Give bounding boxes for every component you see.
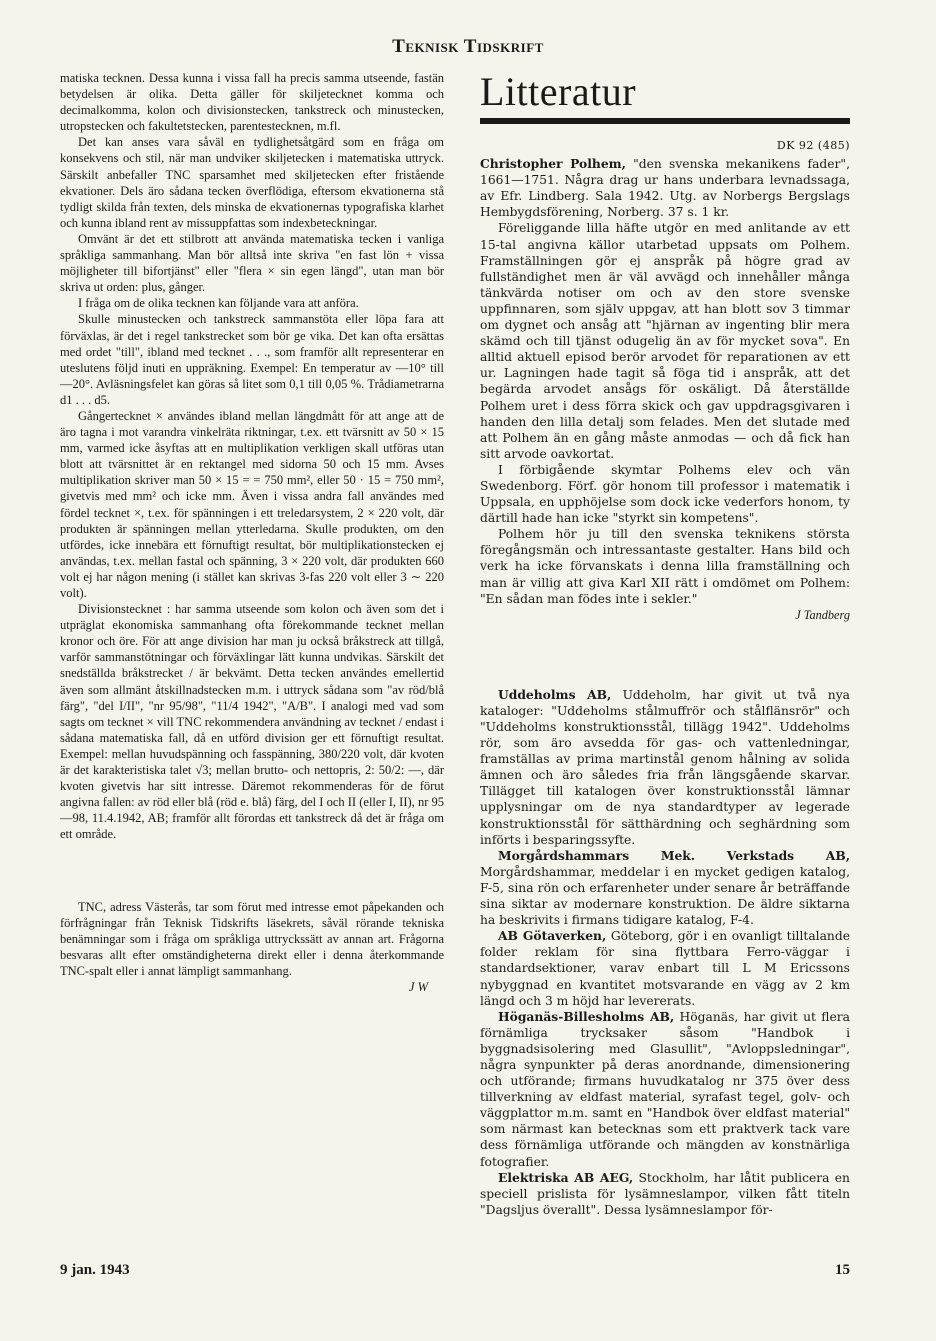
review-title-rest: "den svenska mekanikens fader", 1661—1751. Några drag ur hans underbara levnadssaga, av Efr. Lindberg. Sala 1942. Utg. av Norbergs Bergslags Hembygdsförening, Norberg. 37 s. 1 kr. xyxy=(480,157,850,220)
heading-rule xyxy=(480,118,850,124)
notice-3 xyxy=(480,928,850,1008)
notice-3-text: Göteborg, gör i en ovanligt tilltalande folder reklam för sina flyttbara Ferro-väggar i standardsektioner, varav enbart till L M Ericssons nybyggnad en kvantitet motsvarande en vägg av 2 km längd och 3 m höjd har levererats. xyxy=(480,929,850,1008)
review-title-bold: Christopher Polhem, xyxy=(480,156,626,172)
notice-4-text: Höganäs, har givit ut flera förnämliga trycksaker såsom "Handbok i byggnadsisolering med Glasullit", "Avloppsledningar", några synpunkter på deras anordnande, dimensionering och utförande; firmans huvudkatalog nr 375 över dess tillverkning av eldfast material, syrafast tegel, golv- och väggplattor m.m. samt en "Handbok över eldfast material" som närmast kan betecknas som ett praktverk tack vare dess förnämliga utförande och mängden av konstnärliga fotografier. xyxy=(480,1009,850,1169)
column-spacer xyxy=(60,843,444,899)
paragraph-3: Omvänt är det ett stilbrott att använda matematiska tecken i vanliga språkliga sammanhang. Man bör alltså inte skriva "en fast lön + vissa möjligheter till bifortjänst" eller "flera × sin egen längd", utan man bör skriva ut orden: plus, gånger. xyxy=(60,231,444,295)
footer-date: 9 jan. 1943 xyxy=(60,1262,130,1278)
paragraph-4: I fråga om de olika tecknen kan följande vara att anföra. xyxy=(78,296,359,311)
notice-5 xyxy=(480,1170,850,1218)
masthead: Teknisk Tidskrift xyxy=(392,36,544,57)
paragraph-6: Gångertecknet × användes ibland mellan längdmått för att ange att de äro tagna i mot varandra vinkelräta riktningar, t.ex. ett tvärsnitt av 50 × 15 mm, varmed icke åsyftas att en multiplikation verkligen skall utföras utan blott att tvärsnittet är en rektangel med sidorna 50 och 15 mm. Avses multiplikation skriver man 50 × 15 = = 750 mm², eller 50 · 15 = 750 mm², givetvis med mm² och icke mm. Även i vissa andra fall användes med fördel tecknet ×, t.ex. för spänningen i ett treledarsystem, 2 × 220 volt, där produkten är spänningen mellan ytterledarna. Skulle produkten, om den utfördes, icke innebära ett förnuftigt resultat, bör multiplikationstecken ej användas, t.ex. mellan fastal och spänning, 3 × 220 volt, där produkten 660 volt ej har någon mening (i stället kan skrivas 3-fas 220 volt eller 3 ∼ 220 volt). xyxy=(60,408,444,600)
review-paragraph-1: Föreliggande lilla häfte utgör en med anlitande av ett 15-tal angivna källor utarbetad uppsats om Polhem. Framställningen gör ej anspråk på högre grad av fullständighet men är väl avvägd och innehåller många tänkvärda notiser om och av den store svenske uppfinnaren, som själv uppgav, att han blott sov 3 timmar om dygnet och ansåg att "hjärnan av ingenting blir mera skämd och till tjänst odugelig än av för mycket sova". En alltid aktuell episod berör arvodet för reparationen av ett ur. Lagningen hade tagit så föga tid i anspråk, att det begärda arvodet ansågs för oskäligt. Då återställde Polhem uret i dess förra skick och gav uppdragsgivaren i handen den lilla detalj som felades. Men det slutade med att Polhem än en gång måste anmodas — och då fick han sitt arvode oavkortat. xyxy=(480,221,850,461)
review-signature: J Tandberg xyxy=(795,607,850,622)
notice-2-company: Morgårdshammars Mek. Verkstads AB, xyxy=(498,847,850,863)
review-paragraph-3: Polhem hör ju till den svenska teknikens största föregångsmän och intressantaste gestalter. Hans bild och verk ha icke förvanskats i denna lilla framställning och man är villig att giva Karl XII rätt i omdömet om Polhem: "En sådan man födes inte i sekler." xyxy=(480,527,850,606)
notice-4-company: Höganäs-Billesholms AB, xyxy=(498,1008,675,1024)
closing-paragraph: TNC, adress Västerås, tar som förut med intresse emot påpekanden och förfrågningar från Teknisk Tidskrifts läsekrets, såväl rörande tekniska benämningar som i fråga om språkliga uttryckssätt av annan art. Frågorna besvaras allt efter omständigheterna direkt eller i denna återkommande TNC-spalt eller i annat lämpligt sammanhang. xyxy=(60,899,444,978)
signature: J W xyxy=(408,979,428,994)
paragraph-7: Divisionstecknet : har samma utseende som kolon och även som det i utpräglat ekonomiska sammanhang ofta förekommande tecknet mellan kronor och öre. För att ange division har man ju också bråkstreck att tillgå, varför sammanstötningar och förväxlingar lätt kunna undvikas. Särskilt det snedställda bråkstrecket / är bekvämt. Detta tecken användes emellertid även som allmänt åtskillnadstecken m.m. i uttryck sådana som "av röd/blå färg", "del I/II", "nr 95/98", "11/4 1942", "A/B". I analogi med vad som sagts om tecknet × vill TNC rekommendera användning av tecknet / endast i sådana matematiska fall, då en utförd division ger ett förnuftigt resultat. Exempel: mellan huvudspänning och fasspänning, 380/220 volt, där kvoten är det karakteristiska talet √3; mellan brutto- och nettopris, 2: 50/2: —, där kvoten givetvis har sitt intresse. Däremot rekommenderas för de förut angivna fallen: av röd eller blå (röd e. blå) färg, del I och II (eller I, II), nr 95—98, 11.4.1942, AB; framför allt förordas ett tankstreck då det är fråga om ett område. xyxy=(60,602,444,842)
paragraph-1: matiska tecknen. Dessa kunna i vissa fall ha precis samma utseende, fastän betydelsen är olika. Detta gäller för skiljetecknet komma och decimalkomma, kolon och divisionstecken, tankstreck och minustecken, utropstecken och fakultetstecken, parentestecknen, m.fl. xyxy=(60,71,444,134)
notice-1 xyxy=(480,687,850,848)
notice-4 xyxy=(480,1009,850,1170)
notice-5-company: Elektriska AB AEG, xyxy=(498,1169,634,1185)
notice-2 xyxy=(480,848,850,928)
notice-1-company: Uddeholms AB, xyxy=(498,686,612,702)
paragraph-5: Skulle minustecken och tankstreck sammanstöta eller löpa fara att förväxlas, är det i regel tankstrecket som bör ge vika. Det kan ofta ersättas med ordet "till", ibland med tecknet . . ., som framför allt representerar en uteslutens följd inuti en uppräkning. Exempel: En temperatur av —10° till —20°. Avläsningsfelet kan göras så litet som 0,1 till 0,05 %. Trådiametrarna d1 . . . d5. xyxy=(60,312,444,407)
section-spacer xyxy=(480,623,850,687)
review-paragraph-2: I förbigående skymtar Polhems elev och vän Swedenborg. Förf. gör honom till professor i matematik i Uppsala, en upphöjelse som dock icke vederfors honom, ty därtill hade han icke "styrkt sin kompetens". xyxy=(480,462,850,526)
paragraph-2: Det kan anses vara såväl en tydlighetsåtgärd som en fråga om konsekvens och stil, när man undviker skiljetecken i matematiska uttryck. Särskilt anbefaller TNC sparsamhet med skiljetecken efter fristående ekvationer. Dels äro sådana tecken överflödiga, eftersom ekvationerna stå tydligt skilda från texten, dels minska de ekvationernas typografiska klarhet och kunna ibland rent av missuppfattas som indexbeteckningar. xyxy=(60,135,444,230)
dk-code: DK 92 (485) xyxy=(776,139,850,152)
notice-5-text: Stockholm, har låtit publicera en speciell prislista för lysämneslampor, vilken fått titeln "Dagsljus överallt". Dessa lysämneslampor för- xyxy=(480,1170,850,1217)
notice-3-company: AB Götaverken, xyxy=(498,928,607,944)
review-title xyxy=(480,156,850,220)
notice-2-text: Morgårdshammar, meddelar i en mycket gedigen katalog, F-5, sina rön och erfarenheter under senare år beträffande sina siktar av modernare konstruktion. De äldre siktarna ha beskrivits i firmans tidigare katalog, F-4. xyxy=(480,864,850,928)
section-heading: Litteratur xyxy=(480,69,637,114)
left-column xyxy=(60,70,444,995)
page-number: 15 xyxy=(835,1262,850,1278)
notice-1-text: Uddeholm, har givit ut två nya kataloger: "Uddeholms stålmuffrör och stålflänsrör" och "Uddeholms konstruktionsstål, tillägg 1942". Uddeholms rör, som äro avsedda för gas- och vattenledningar, framställas av prima martinstål genom hålning av solida ämnen och äro således fria från längsgående skarvar. Tillägget till katalogen över konstruktionsstål lämnar upplysningar om de nya standardtyper av legerade konstruktionsstål för sätthärdning och seghärdning som införts i besparingssyfte. xyxy=(480,687,850,847)
right-column xyxy=(480,70,850,1218)
